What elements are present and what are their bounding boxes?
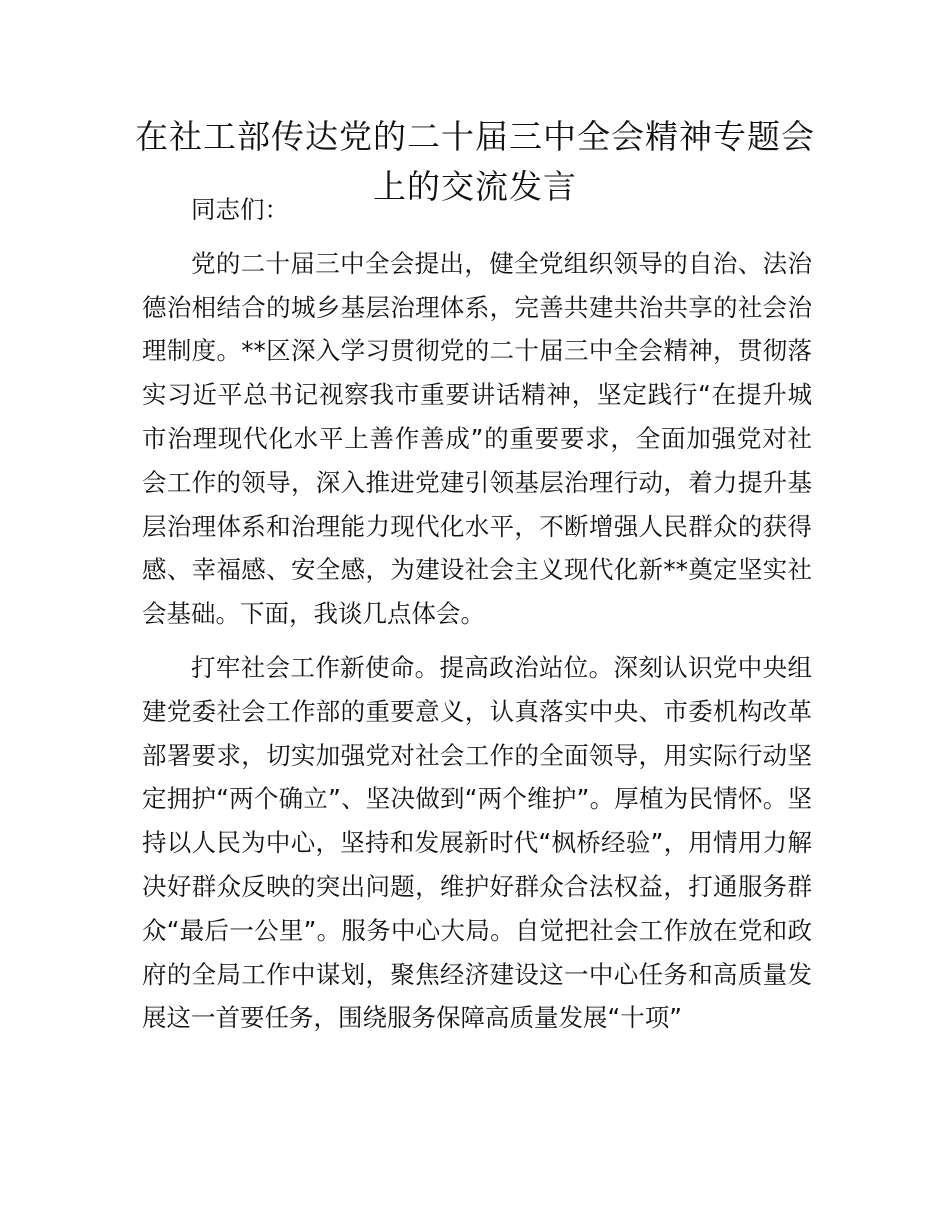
document-title: 在社工部传达党的二十届三中全会精神专题会上的交流发言 [135,117,815,206]
document-body [142,188,812,1050]
salutation: 同志们： [191,195,289,224]
paragraph-mission: 打牢社会工作新使命。提高政治站位。深刻认识党中央组建党委社会工作部的重要意义，认真落实中央、市委机构改革部署要求，切实加强党对社会工作的全面领导，用实际行动坚定拥护“两个确立”、坚决做到“两个维护”。厚植为民情怀。坚持以人民为中心，坚持和发展新时代“枫桥经验”，用情用力解决好群众反映的突出问题，维护好群众合法权益，打通服务群众“最后一公里”。服务中心大局。自觉把社会工作放在党和政府的全局工作中谋划，聚焦经济建设这一中心任务和高质量发展这一首要任务，围绕服务保障高质量发展“十项” [142,652,812,1033]
paragraph-intro: 党的二十届三中全会提出，健全党组织领导的自治、法治德治相结合的城乡基层治理体系，完善共建共治共享的社会治理制度。**区深入学习贯彻党的二十届三中全会精神，贯彻落实习近平总书记视察我市重要讲话精神，坚定践行“在提升城市治理现代化水平上善作善成”的重要要求，全面加强党对社会工作的领导，深入推进党建引领基层治理行动，着力提升基层治理体系和治理能力现代化水平，不断增强人民群众的获得感、幸福感、安全感，为建设社会主义现代化新**奠定坚实社会基础。下面，我谈几点体会。 [142,248,812,629]
